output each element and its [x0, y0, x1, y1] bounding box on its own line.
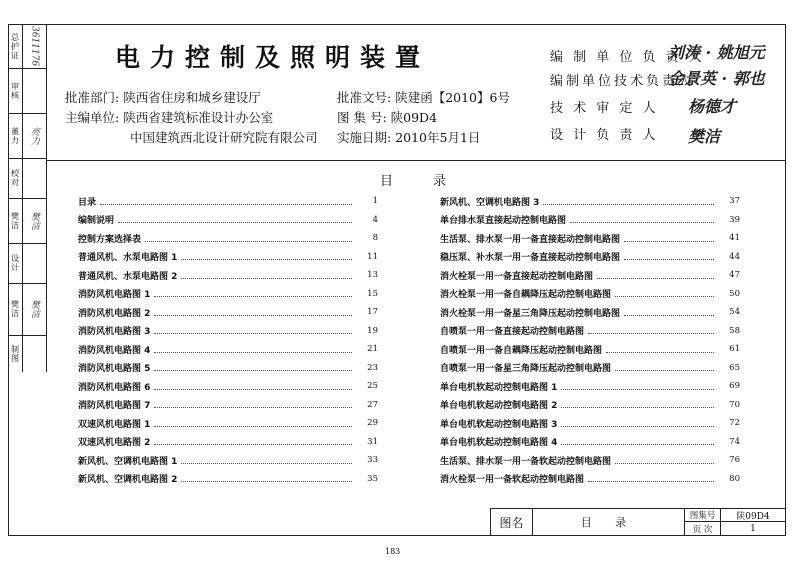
toc-entry-title: 生活泵、排水泵一用一备直接起动控制电路图: [440, 234, 621, 245]
toc-entry: [78, 285, 378, 304]
atlas-value: 陕09D4: [390, 110, 438, 125]
resp-label: 编 制 单 位 负 责 人: [550, 50, 705, 65]
toc-entry-title: 稳压泵、补水泵一用一备直接起动控制电路图: [440, 253, 621, 264]
toc-title: 目 录: [380, 174, 465, 189]
toc-leader-dots: [181, 481, 352, 482]
page-label: 页 次: [685, 522, 721, 535]
toc-leader-dots: [154, 296, 352, 297]
toc-entry-title: 目录: [78, 197, 97, 208]
resp-label: 设 计 负 责 人: [550, 128, 659, 143]
toc-entry: [440, 396, 740, 415]
toc-entry-page: 47: [729, 270, 740, 281]
toc-entry: [440, 266, 740, 285]
toc-entry-title: 控制方案选择表: [78, 234, 142, 245]
approve-dept-value: 陕西省住房和城乡建设厅: [123, 90, 261, 105]
toc-entry: [440, 377, 740, 396]
editor-label: 主编单位:: [65, 110, 120, 125]
toc-leader-dots: [154, 315, 352, 316]
toc-entry-page: 31: [367, 436, 378, 447]
toc-entry-title: 消防风机电路图 3: [78, 327, 151, 338]
toc-leader-dots: [624, 259, 714, 260]
toc-entry-title: 消防风机电路图 6: [78, 382, 151, 393]
toc-entry-title: 单台电机软起动控制电路图 4: [440, 438, 558, 449]
toc-entry-page: 1: [372, 196, 378, 207]
toc-entry-title: 消火栓泵一用一备星三角降压起动控制电路图: [440, 308, 621, 319]
toc-entry: [440, 340, 740, 359]
toc-entry-title: 新风机、空调机电路图 3: [440, 197, 540, 208]
toc-leader-dots: [588, 481, 714, 482]
toc-entry-page: 70: [729, 399, 740, 410]
toc-leader-dots: [606, 352, 714, 353]
toc-leader-dots: [154, 426, 352, 427]
toc-entry: [78, 451, 378, 470]
approve-doc-value: 陕建函【2010】6号: [395, 90, 510, 105]
sidebar-row: [8, 243, 46, 284]
toc-right-column: [440, 192, 740, 488]
toc-leader-dots: [561, 426, 714, 427]
toc-entry: [78, 433, 378, 452]
atlas: [337, 108, 437, 126]
toc-entry: [78, 359, 378, 378]
toc-entry-title: 消火栓泵一用一备软起动控制电路图: [440, 475, 585, 486]
sidebar-signature: 亮力: [29, 126, 39, 145]
toc-leader-dots: [570, 222, 714, 223]
toc-entry-title: 自喷泵一用一备自耦降压起动控制电路图: [440, 345, 603, 356]
toc-entry-page: 44: [729, 251, 740, 262]
toc-entry: [78, 248, 378, 267]
toc-entry: [440, 248, 740, 267]
toc-entry: [440, 359, 740, 378]
sidebar-label: 董力: [8, 113, 23, 158]
toc-leader-dots: [624, 315, 714, 316]
toc-leader-dots: [154, 407, 352, 408]
toc-entry: [78, 377, 378, 396]
toc-entry: [440, 285, 740, 304]
sidebar-row: [8, 113, 46, 159]
toc-entry: [78, 322, 378, 341]
drawing-name-label: 图名: [491, 509, 533, 535]
toc-leader-dots: [118, 222, 352, 223]
toc-entry-title: 双速风机电路图 1: [78, 419, 151, 430]
toc-leader-dots: [154, 444, 352, 445]
toc-entry-page: 41: [729, 233, 740, 244]
date-label: 实施日期:: [337, 130, 392, 145]
sidebar-signature: [23, 243, 46, 283]
sidebar-label: 制图: [8, 335, 23, 372]
toc-entry-title: 单台电机软起动控制电路图 3: [440, 419, 558, 430]
toc-entry-page: 35: [367, 473, 378, 484]
toc-leader-dots: [561, 389, 714, 390]
toc-entry-page: 74: [729, 436, 740, 447]
sidebar-row: [8, 335, 46, 372]
toc-entry: [440, 414, 740, 433]
sidebar-row: [8, 24, 46, 69]
toc-entry: [78, 414, 378, 433]
toc-entry-page: 8: [372, 233, 378, 244]
sidebar-label: 校对: [8, 158, 23, 198]
toc-entry: [440, 451, 740, 470]
signature-sidebar: [8, 24, 47, 372]
sidebar-label: 总护证: [8, 24, 23, 68]
toc-entry-title: 消火栓泵一用一备自耦降压起动控制电路图: [440, 290, 612, 301]
approve-doc-label: 批准文号:: [337, 90, 392, 105]
sidebar-row: [8, 68, 46, 114]
toc-entry-page: 17: [367, 307, 378, 318]
toc-leader-dots: [154, 333, 352, 334]
toc-entry-title: 消防风机电路图 2: [78, 308, 151, 319]
toc-entry-title: 消防风机电路图 5: [78, 364, 151, 375]
toc-entry-title: 双速风机电路图 2: [78, 438, 151, 449]
toc-leader-dots: [154, 389, 352, 390]
toc-entry: [78, 192, 378, 211]
toc-entry-page: 39: [729, 214, 740, 225]
sidebar-signature: 樊洁: [29, 300, 39, 318]
toc-entry: [78, 229, 378, 248]
toc-entry: [440, 303, 740, 322]
toc-entry-page: 27: [367, 399, 378, 410]
atlas-no-label: 图集号: [685, 509, 721, 522]
toc-entry: [78, 396, 378, 415]
signature: 樊洁: [688, 127, 721, 146]
toc-leader-dots: [100, 204, 352, 205]
toc-entry: [440, 229, 740, 248]
toc-leader-dots: [561, 444, 714, 445]
toc-entry-page: 65: [729, 362, 740, 373]
atlas-no: 陕09D4: [721, 509, 785, 522]
resp-label: 技 术 审 定 人: [550, 101, 659, 116]
approve-dept-label: 批准部门:: [65, 90, 120, 105]
toc-entry-title: 单台排水泵直接起动控制电路图: [440, 216, 567, 227]
editor-value-1: 陕西省建筑标准设计办公室: [123, 110, 274, 125]
toc-entry-page: 61: [729, 344, 740, 355]
toc-entry: [440, 470, 740, 489]
toc-entry-title: 自喷泵一用一备星三角降压起动控制电路图: [440, 364, 612, 375]
signature: 刘涛 · 姚旭元: [668, 43, 765, 62]
approve-dept: [65, 88, 261, 106]
date-value: 2010年5月1日: [395, 130, 481, 145]
toc-leader-dots: [588, 333, 714, 334]
document-title: 电力控制及照明装置: [115, 43, 431, 72]
toc-entry: [440, 433, 740, 452]
toc-entry-title: 单台电机软起动控制电路图 1: [440, 382, 558, 393]
title-block: [490, 508, 786, 536]
sidebar-label: 审核: [8, 68, 23, 113]
toc-leader-dots: [543, 204, 714, 205]
toc-entry: [78, 470, 378, 489]
toc-leader-dots: [154, 370, 352, 371]
atlas-label: 图 集 号:: [337, 110, 387, 125]
toc-entry-title: 新风机、空调机电路图 1: [78, 456, 178, 467]
toc-entry-page: 33: [367, 455, 378, 466]
toc-entry-page: 72: [729, 418, 740, 429]
sidebar-label: 樊洁: [8, 198, 23, 243]
toc-entry: [78, 303, 378, 322]
toc-leader-dots: [597, 278, 714, 279]
editor-value-2: 中国建筑西北设计研究院有限公司: [130, 130, 318, 145]
sidebar-label: 樊洁: [8, 283, 23, 335]
toc-entry: [440, 211, 740, 230]
resp-label: 编制单位技术负责人: [550, 74, 695, 89]
sidebar-signature: [23, 158, 46, 198]
toc-entry-page: 37: [729, 196, 740, 207]
toc-entry-page: 69: [729, 381, 740, 392]
toc-entry-title: 新风机、空调机电路图 2: [78, 475, 178, 486]
toc-entry: [78, 340, 378, 359]
toc-entry: [78, 211, 378, 230]
toc-leader-dots: [615, 296, 714, 297]
toc-leader-dots: [181, 463, 352, 464]
toc-entry-title: 消火栓泵一用一备直接起动控制电路图: [440, 271, 594, 282]
toc-entry-page: 19: [367, 325, 378, 336]
toc-entry: [440, 322, 740, 341]
signature: 杨德才: [688, 97, 737, 116]
sidebar-signature: [23, 335, 46, 372]
toc-leader-dots: [561, 407, 714, 408]
toc-entry-title: 消防风机电路图 7: [78, 401, 151, 412]
toc-entry-title: 消防风机电路图 1: [78, 290, 151, 301]
toc-entry-page: 13: [367, 270, 378, 281]
signature: 金景英 · 郭也: [668, 69, 765, 88]
toc-entry-title: 生活泵、排水泵一用一备软起动控制电路图: [440, 456, 612, 467]
sidebar-signature: [23, 68, 46, 113]
toc-leader-dots: [145, 241, 352, 242]
toc-entry-title: 普通风机、水泵电路图 2: [78, 271, 178, 282]
drawing-name: 目 录: [533, 509, 685, 535]
toc-entry-title: 编制说明: [78, 216, 115, 227]
toc-entry: [440, 192, 740, 211]
toc-leader-dots: [181, 259, 352, 260]
effective-date: [337, 128, 480, 146]
toc-entry-page: 21: [367, 344, 378, 355]
toc-entry-title: 自喷泵一用一备直接起动控制电路图: [440, 327, 585, 338]
sidebar-signature: 3611176: [29, 25, 40, 67]
sidebar-row: [8, 283, 46, 336]
toc-entry-page: 76: [729, 455, 740, 466]
toc-leader-dots: [181, 278, 352, 279]
toc-entry-page: 29: [367, 418, 378, 429]
toc-leader-dots: [615, 370, 714, 371]
toc-entry-title: 普通风机、水泵电路图 1: [78, 253, 178, 264]
toc-left-column: [78, 192, 378, 488]
toc-entry-page: 25: [367, 381, 378, 392]
toc-leader-dots: [615, 463, 714, 464]
page-number: 183: [385, 547, 401, 556]
toc-entry-page: 11: [367, 251, 378, 262]
toc-leader-dots: [154, 352, 352, 353]
sidebar-label: 设计: [8, 243, 23, 283]
editor: [65, 108, 273, 126]
toc-entry-page: 58: [729, 325, 740, 336]
toc-entry-page: 80: [729, 473, 740, 484]
toc-entry-title: 消防风机电路图 4: [78, 345, 151, 356]
toc-entry-page: 4: [372, 214, 378, 225]
approve-doc: [337, 88, 510, 106]
sidebar-row: [8, 158, 46, 199]
toc-entry: [78, 266, 378, 285]
sidebar-row: [8, 198, 46, 244]
toc-entry-page: 15: [367, 288, 378, 299]
page-value: 1: [750, 523, 756, 534]
toc-leader-dots: [624, 241, 714, 242]
toc-entry-page: 50: [729, 288, 740, 299]
toc-entry-title: 单台电机软起动控制电路图 2: [440, 401, 558, 412]
toc-entry-page: 54: [729, 307, 740, 318]
sidebar-signature: 樊洁: [29, 211, 39, 230]
toc-entry-page: 23: [367, 362, 378, 373]
